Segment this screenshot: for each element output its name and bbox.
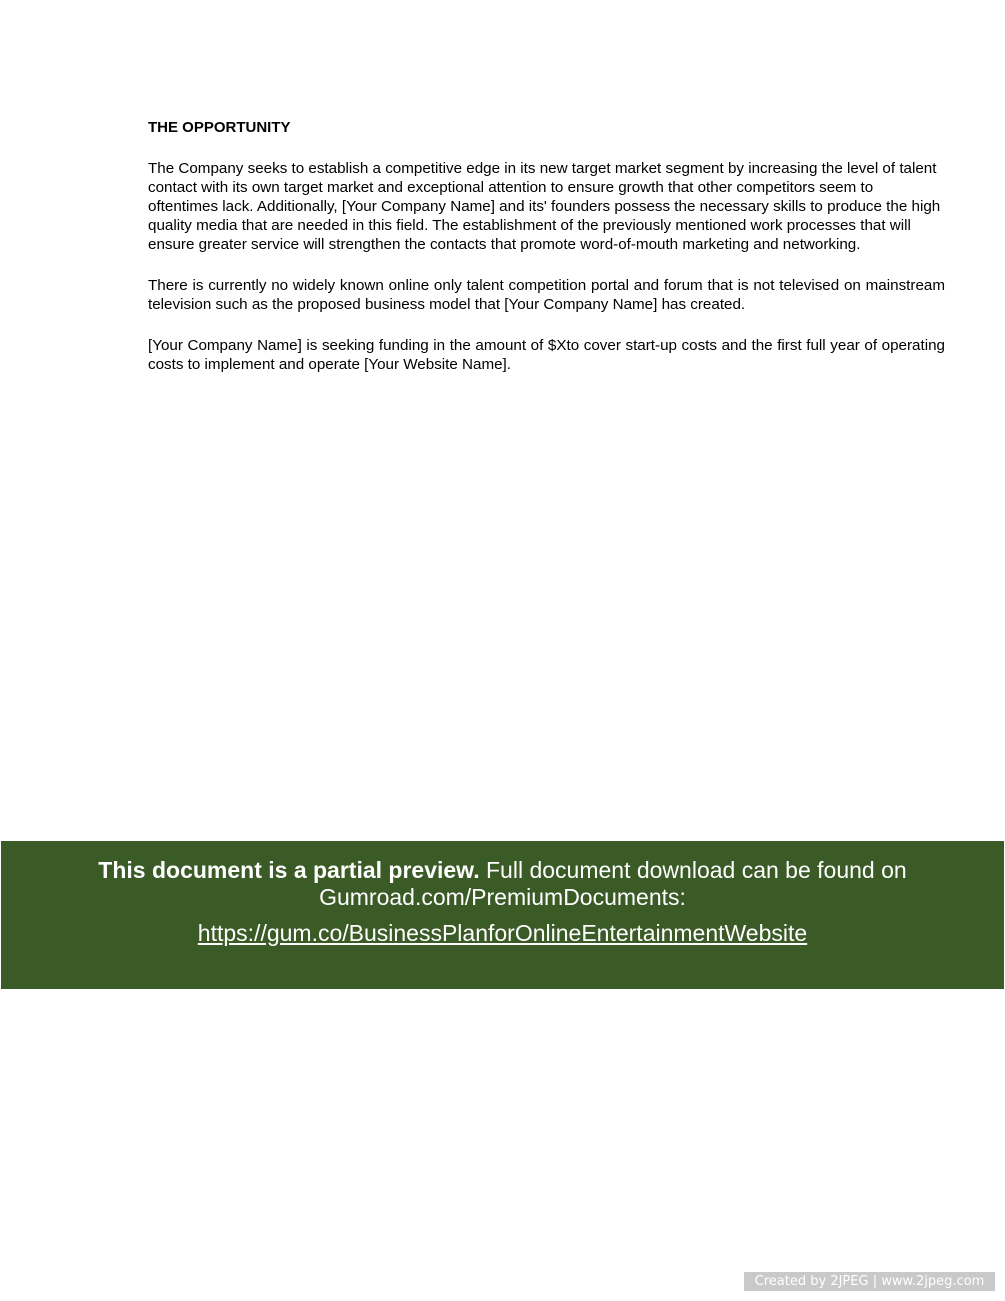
- preview-banner-text-line2: Gumroad.com/PremiumDocuments:: [319, 884, 686, 910]
- preview-banner-message: [1, 857, 1004, 911]
- document-body: [148, 118, 945, 396]
- download-link[interactable]: https://gum.co/BusinessPlanforOnlineEntertainmentWebsite: [197, 920, 808, 946]
- preview-banner-text-line1: Full document download can be found on: [479, 857, 907, 883]
- preview-banner-bold-text: This document is a partial preview.: [98, 857, 480, 883]
- section-heading: THE OPPORTUNITY: [148, 119, 291, 136]
- paragraph-competitive-edge: The Company seeks to establish a competitive edge in its new target market segment by increasing the level of talent contact with its own target market and exceptional attention to ensure growth that other competitors seem to oftentimes lack. Additionally, [Your Company Name] and its' founders possess the necessary skills to produce the high quality media that are needed in this field. The establishment of the previously mentioned work processes that will ensure greater service will strengthen the contacts that promote word-of-mouth marketing and networking.: [148, 160, 941, 253]
- preview-banner: [1, 841, 1004, 989]
- paragraph-market-gap: There is currently no widely known online only talent competition portal and forum that is not televised on mainstream television such as the proposed business model that [Your Company Name] has created.: [148, 277, 945, 313]
- paragraph-funding-request: [Your Company Name] is seeking funding in the amount of $Xto cover start-up costs and the first full year of operating costs to implement and operate [Your Website Name].: [148, 337, 945, 373]
- watermark-badge: Created by 2JPEG | www.2jpeg.com: [744, 1272, 995, 1291]
